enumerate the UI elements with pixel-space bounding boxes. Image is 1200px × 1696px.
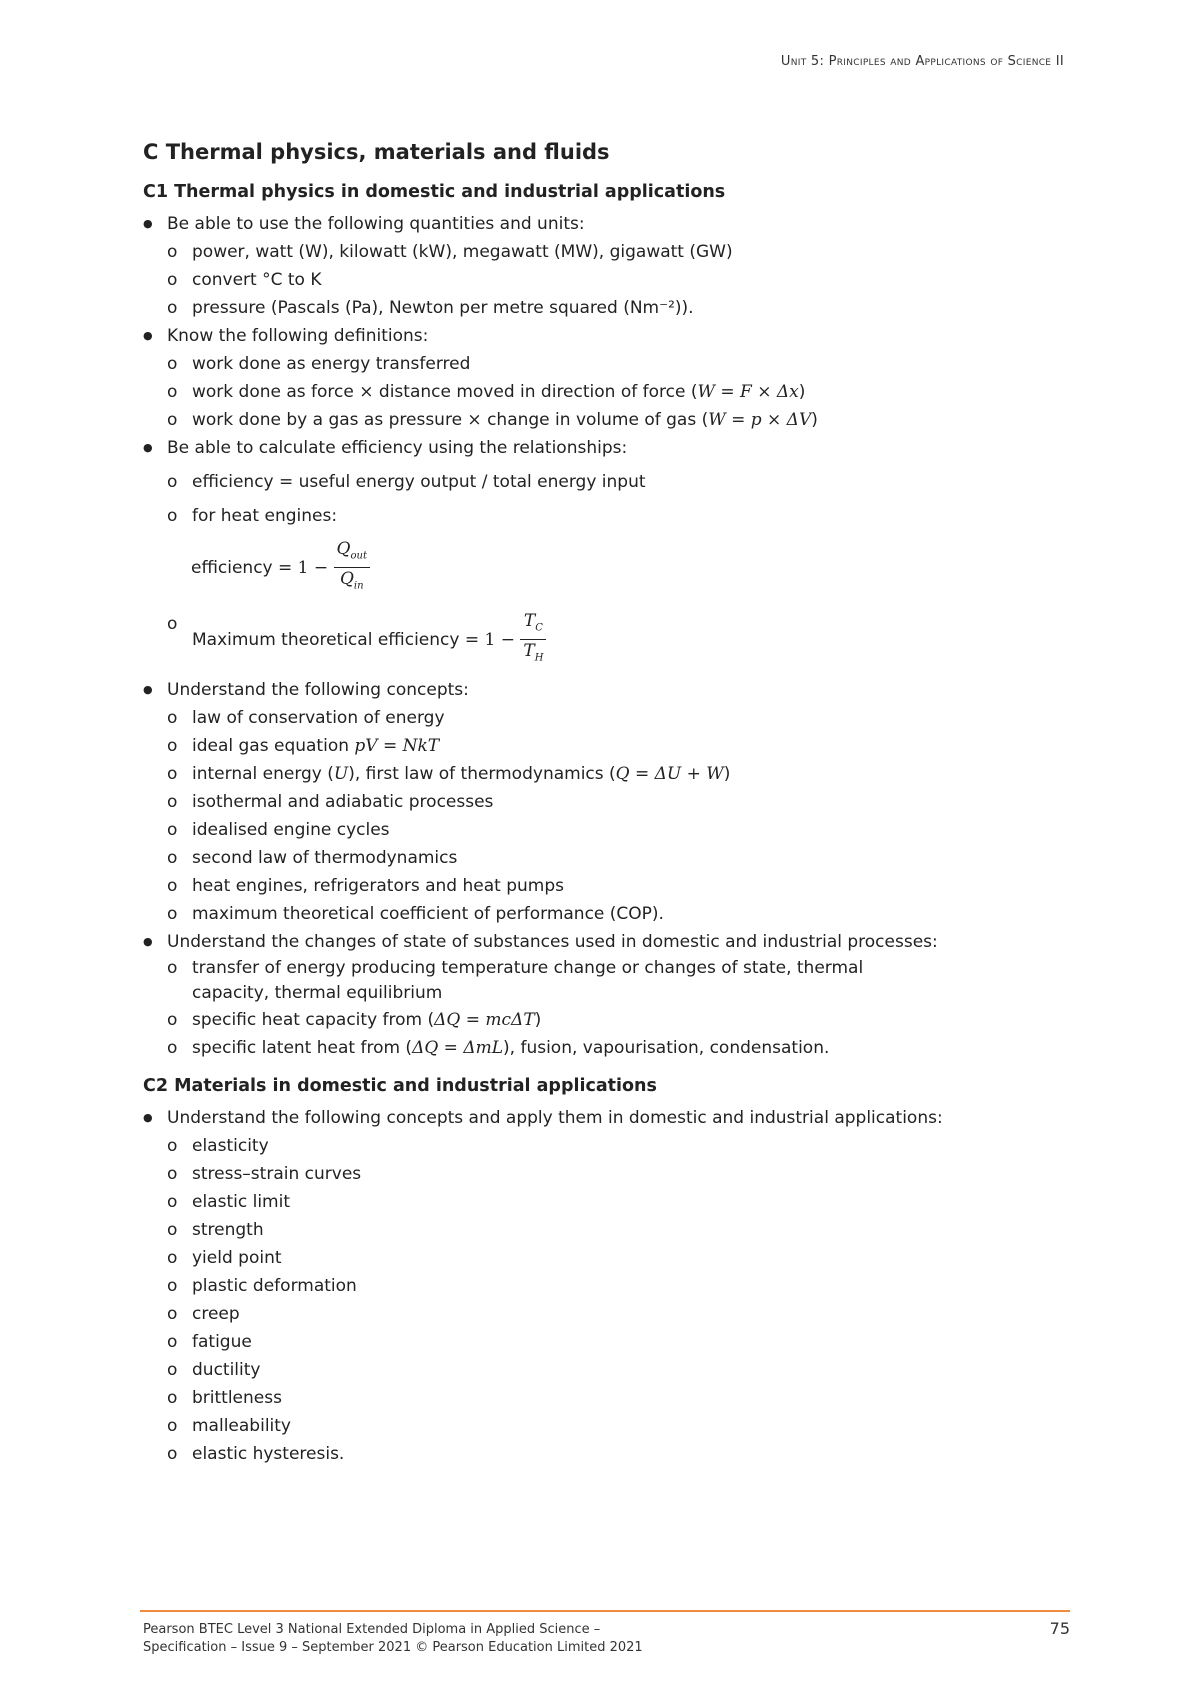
bullet-label: ● Be able to use the following quantities and units: (167, 214, 585, 234)
sub-list (167, 1132, 1073, 1468)
sub-item: o malleability (167, 1412, 1073, 1440)
t-fraction (520, 610, 546, 670)
latent-heat-formula: ΔQ = ΔmL (412, 1037, 504, 1058)
sub-item (167, 760, 1073, 788)
sub-item-text: ideal gas equation (192, 735, 355, 756)
sub-item-text: work done by a gas as pressure × change in volume of gas ( (192, 410, 709, 430)
page-number: 75 (1049, 1619, 1070, 1638)
one-minus: 1 − (484, 629, 515, 650)
bullet-item (143, 1104, 1073, 1468)
sub-item (167, 732, 1073, 760)
q-fraction (334, 538, 370, 598)
first-law-formula: Q = ΔU + W (615, 763, 724, 784)
section-title: C Thermal physics, materials and fluids (143, 140, 610, 164)
sub-item (167, 610, 1073, 670)
sub-item-text: ) (534, 1009, 542, 1030)
close-paren: ) (798, 382, 806, 402)
bullet-item (143, 676, 1073, 928)
sub-item-text: specific latent heat from ( (192, 1037, 413, 1058)
close-paren: ) (811, 410, 818, 430)
ideal-gas-formula: pV = NkT (354, 735, 440, 756)
sub-item: o elastic hysteresis. (167, 1440, 1073, 1468)
sub-item (167, 378, 1073, 406)
work-force-formula: W = F × Δx (697, 382, 799, 402)
sub-item (167, 406, 1073, 434)
sub-item: o for heat engines: (167, 502, 1073, 530)
footer-text (143, 1621, 643, 1657)
sub-item: o work done as energy transferred (167, 350, 1073, 378)
subsection-title-c1: C1 Thermal physics in domestic and industrial applications (143, 182, 726, 202)
c2-bullet-list (143, 1104, 1073, 1468)
sub-item: o creep (167, 1300, 1073, 1328)
bullet-label: ● Understand the following concepts and apply them in domestic and industrial applications: (167, 1108, 943, 1128)
sub-item: o yield point (167, 1244, 1073, 1272)
sub-item: o efficiency = useful energy output / total energy input (167, 468, 1073, 496)
sub-item: o power, watt (W), kilowatt (kW), megawatt (MW), gigawatt (GW) (167, 238, 1073, 266)
sub-item: o elastic limit (167, 1188, 1073, 1216)
sub-item-text: Maximum theoretical efficiency = (192, 629, 485, 650)
work-gas-formula: W = p × ΔV (708, 410, 812, 430)
sub-item: o isothermal and adiabatic processes (167, 788, 1073, 816)
sub-item-text: specific heat capacity from ( (192, 1009, 435, 1030)
sub-list (167, 468, 1073, 530)
sub-item: o maximum theoretical coefficient of performance (COP). (167, 900, 1073, 928)
sub-item: o plastic deformation (167, 1272, 1073, 1300)
t-cold: $T_C$ (520, 610, 546, 640)
footer-line-1: Pearson BTEC Level 3 National Extended Diploma in Applied Science – (143, 1622, 601, 1637)
sub-list (167, 610, 1073, 670)
sub-list (167, 956, 1073, 1062)
bullet-label: ● Understand the changes of state of substances used in domestic and industrial processes: (167, 932, 938, 952)
sub-item: o stress–strain curves (167, 1160, 1073, 1188)
t-hot: $T_H$ (523, 641, 544, 664)
c1-bullet-list (143, 210, 1073, 1062)
q-out: $Q_{out}$ (334, 538, 370, 568)
sub-item: o law of conservation of energy (167, 704, 1073, 732)
sub-item: o elasticity (167, 1132, 1073, 1160)
formula-label: efficiency = (191, 557, 298, 578)
specific-heat-formula: ΔQ = mcΔT (434, 1009, 535, 1030)
sub-item: o idealised engine cycles (167, 816, 1073, 844)
internal-energy-symbol: U (333, 763, 349, 784)
heat-engine-efficiency-formula (167, 538, 1073, 598)
running-header: Unit 5: Principles and Applications of Science II (780, 54, 1064, 69)
sub-item: o pressure (Pascals (Pa), Newton per metre squared (Nm⁻²)). (167, 294, 1073, 322)
sub-item: o strength (167, 1216, 1073, 1244)
bullet-item (143, 928, 1073, 1062)
bullet-label: ● Understand the following concepts: (167, 680, 469, 700)
sub-item: o second law of thermodynamics (167, 844, 1073, 872)
sub-item: o heat engines, refrigerators and heat pumps (167, 872, 1073, 900)
bullet-label: ● Be able to calculate efficiency using the relationships: (167, 438, 627, 458)
sub-list (167, 350, 1073, 434)
sub-item (167, 1034, 1073, 1062)
close-paren: ) (723, 763, 731, 784)
sub-item: o ductility (167, 1356, 1073, 1384)
sub-item: o brittleness (167, 1384, 1073, 1412)
subsection-title-c2: C2 Materials in domestic and industrial applications (143, 1075, 657, 1096)
sub-item (167, 1006, 1073, 1034)
q-in: $Q_{in}$ (339, 569, 364, 592)
sub-item-text: ), fusion, vapourisation, condensation. (503, 1037, 830, 1058)
bullet-item (143, 434, 1073, 670)
sub-item: o fatigue (167, 1328, 1073, 1356)
sub-list (167, 238, 1073, 322)
footer-divider (140, 1610, 1070, 1612)
bullet-item (143, 210, 1073, 322)
sub-item-text: internal energy ( (192, 763, 334, 784)
one-minus: 1 − (297, 557, 329, 578)
sub-item-text: work done as force × distance moved in direction of force ( (192, 382, 698, 402)
sub-item: o convert °C to K (167, 266, 1073, 294)
footer-line-2: Specification – Issue 9 – September 2021 © Pearson Education Limited 2021 (143, 1640, 643, 1655)
bullet-label: ● Know the following definitions: (167, 326, 428, 346)
sub-item-text: ), first law of thermodynamics ( (348, 763, 616, 784)
sub-list (167, 704, 1073, 928)
sub-item: o transfer of energy producing temperature change or changes of state, thermal capacity, thermal equilibrium (167, 956, 922, 1006)
main-content (143, 138, 1073, 1468)
bullet-item (143, 322, 1073, 434)
